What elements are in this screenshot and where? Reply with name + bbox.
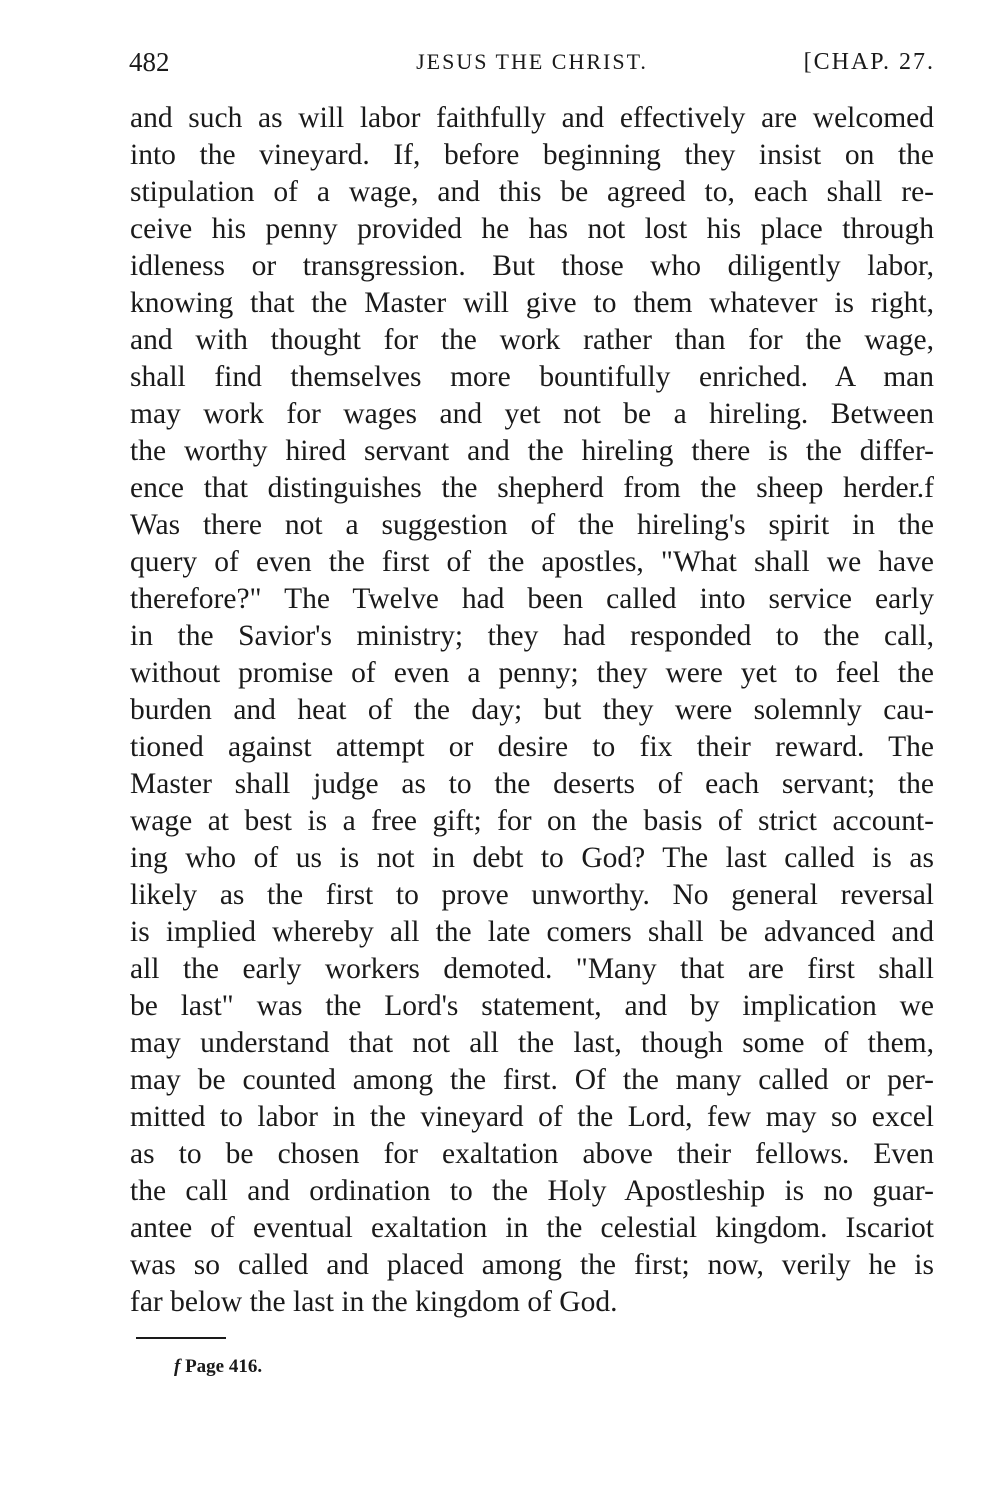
text-line: burden and heat of the day; but they were solemnly cau- (130, 694, 934, 726)
text-line: idleness or transgression. But those who diligently labor, (130, 250, 934, 282)
text-line: Was there not a suggestion of the hireling's spirit in the (130, 509, 934, 541)
text-line: knowing that the Master will give to them whatever is right, (130, 287, 934, 319)
page-number: 482 (129, 47, 170, 77)
chapter-reference: [CHAP. 27. (803, 49, 935, 75)
text-line: into the vineyard. If, before beginning they insist on the (130, 139, 934, 171)
text-line: mitted to labor in the vineyard of the Lord, few may so excel (130, 1101, 934, 1133)
text-line: the worthy hired servant and the hireling there is the differ- (130, 435, 934, 467)
text-line: ing who of us is not in debt to God? The last called is as (130, 842, 934, 874)
text-line: ceive his penny provided he has not lost his place through (130, 213, 934, 245)
text-line: was so called and placed among the first; now, verily he is (130, 1249, 934, 1281)
text-line: and such as will labor faithfully and effectively are welcomed (130, 102, 934, 134)
running-head (129, 42, 935, 82)
footnote (174, 1354, 262, 1380)
text-line: without promise of even a penny; they were yet to feel the (130, 657, 934, 689)
text-line: antee of eventual exaltation in the celestial kingdom. Iscariot (130, 1212, 934, 1244)
footnote-text: Page 416. (185, 1356, 263, 1377)
book-title: JESUS THE CHRIST. (416, 49, 648, 74)
footnote-mark: f (174, 1356, 181, 1377)
text-line: Master shall judge as to the deserts of each servant; the (130, 768, 934, 800)
text-line: in the Savior's ministry; they had responded to the call, (130, 620, 934, 652)
text-line: stipulation of a wage, and this be agreed to, each shall re- (130, 176, 934, 208)
text-line: therefore?" The Twelve had been called into service early (130, 583, 934, 615)
text-line: may understand that not all the last, though some of them, (130, 1027, 934, 1059)
text-line: tioned against attempt or desire to fix their reward. The (130, 731, 934, 763)
text-line: may be counted among the first. Of the many called or per- (130, 1064, 934, 1096)
body-text (130, 100, 934, 1321)
text-line: shall find themselves more bountifully enriched. A man (130, 361, 934, 393)
text-line: and with thought for the work rather than for the wage, (130, 324, 934, 356)
text-line: be last" was the Lord's statement, and by implication we (130, 990, 934, 1022)
text-line: is implied whereby all the late comers shall be advanced and (130, 916, 934, 948)
text-line: far below the last in the kingdom of God. (130, 1286, 618, 1318)
text-line: likely as the first to prove unworthy. No general reversal (130, 879, 934, 911)
text-line: wage at best is a free gift; for on the basis of strict account- (130, 805, 934, 837)
text-line: ence that distinguishes the shepherd from the sheep herder.f (130, 472, 934, 504)
text-line: all the early workers demoted. "Many that are first shall (130, 953, 934, 985)
text-line: the call and ordination to the Holy Apostleship is no guar- (130, 1175, 934, 1207)
footnote-divider (136, 1337, 226, 1339)
text-line: may work for wages and yet not be a hireling. Between (130, 398, 934, 430)
text-line: as to be chosen for exaltation above their fellows. Even (130, 1138, 934, 1170)
text-line: query of even the first of the apostles, "What shall we have (130, 546, 934, 578)
